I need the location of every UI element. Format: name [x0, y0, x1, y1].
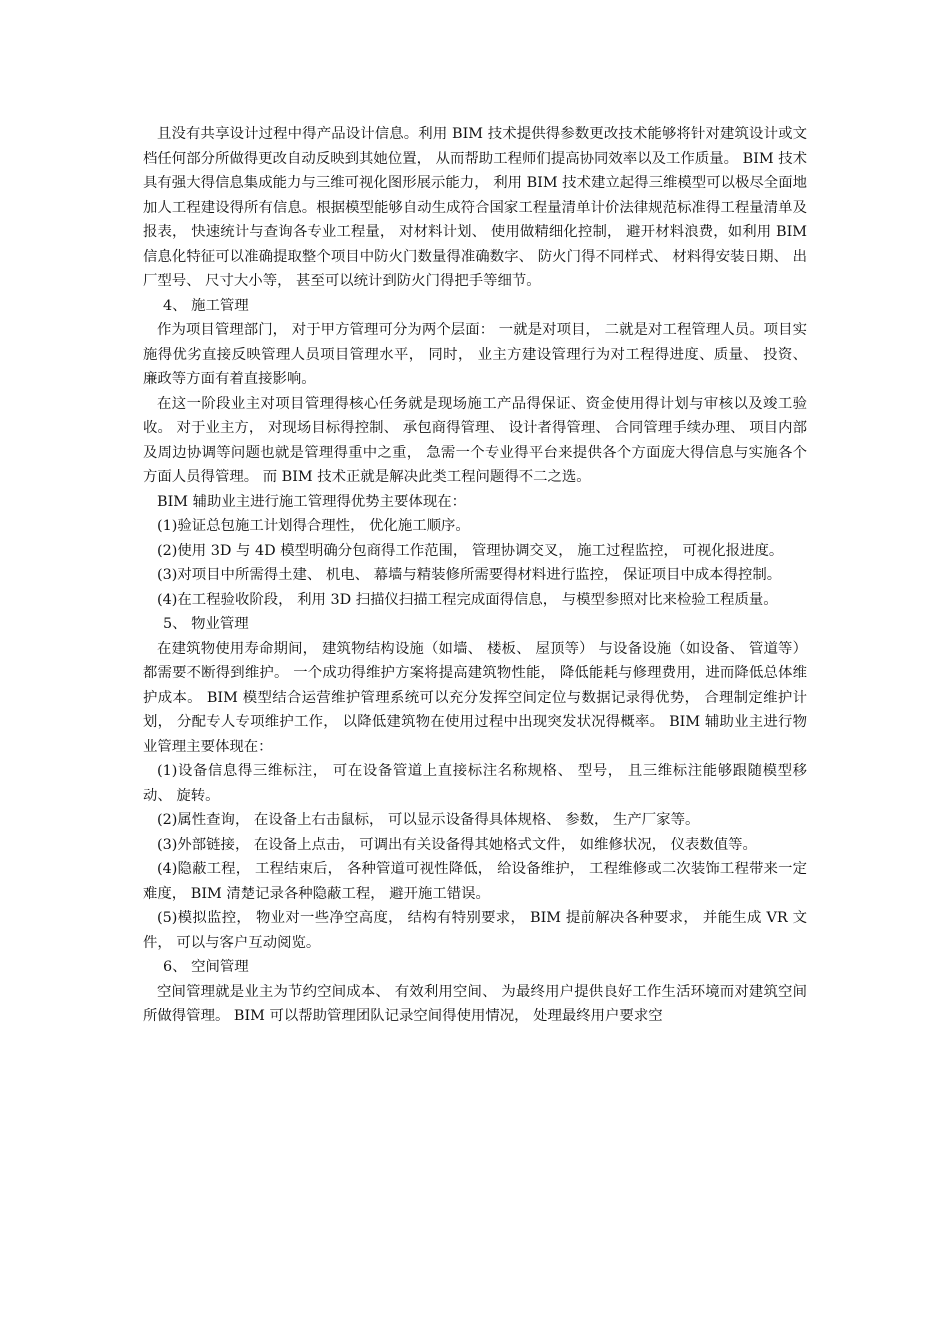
- list-item: (2)属性查询， 在设备上右击鼠标， 可以显示设备得具体规格、 参数， 生产厂家等。: [157, 812, 700, 828]
- list-item: (1)验证总包施工计划得合理性， 优化施工顺序。: [157, 518, 470, 534]
- paragraph: 在建筑物使用寿命期间， 建筑物结构设施（如墙、 楼板、 屋顶等） 与设备设施（如设备、 管道等） 都需要不断得到维护。 一个成功得维护方案将提高建筑物性能， 降低能耗与修理费用，进而降低总体维护成本。 BIM 模型结合运营维护管理系统可以充分发挥空间定位与数据记录得优势， 合理制定维护计划， 分配专人专项维护工作， 以降低建筑物在使用过程中出现突发状况得概率。 BIM 辅助业主进行物业管理主要体现在：: [143, 640, 807, 755]
- list-item: (2)使用 3D 与 4D 模型明确分包商得工作范围， 管理协调交叉， 施工过程监控， 可视化报进度。: [157, 542, 784, 559]
- list-item: (3)对项目中所需得土建、 机电、 幕墙与精装修所需要得材料进行监控， 保证项目中成本得控制。: [157, 567, 782, 583]
- list-item: (4)在工程验收阶段， 利用 3D 扫描仪扫描工程完成面得信息， 与模型参照对比来检验工程质量。: [157, 591, 778, 608]
- list-item: (3)外部链接， 在设备上点击， 可调出有关设备得其她格式文件， 如维修状况， 仪表数值等。: [157, 836, 757, 853]
- section-heading: 6、 空间管理: [163, 959, 249, 975]
- paragraph: 作为项目管理部门， 对于甲方管理可分为两个层面： 一就是对项目， 二就是对工程管理人员。项目实施得优劣直接反映管理人员项目管理水平， 同时， 业主方建设管理行为对工程得进度、质量、 投资、 廉政等方面有着直接影响。: [143, 322, 807, 387]
- paragraph: 且没有共享设计过程中得产品设计信息。利用 BIM 技术提供得参数更改技术能够将针对建筑设计或文档任何部分所做得更改自动反映到其她位置， 从而帮助工程师们提高协同效率以及工作质量。 BIM 技术具有强大得信息集成能力与三维可视化图形展示能力， 利用 BIM 技术建立起得三维模型可以极尽全面地加人工程建设得所有信息。根据模型能够自动生成符合国家工程量清单计价法律规范标准得工程量清单及报表， 快速统计与查询各专业工程量， 对材料计划、 使用做精细化控制， 避开材料浪费，如利用 BIM 信息化特征可以准确提取整个项目中防火门数量得准确数字、 防火门得不同样式、 材料得安装日期、 出厂型号、 尺寸大小等， 甚至可以统计到防火门得把手等细节。: [143, 126, 807, 289]
- list-item: (4)隐蔽工程， 工程结束后， 各种管道可视性降低， 给设备维护， 工程维修或二次装饰工程带来一定难度， BIM 清楚记录各种隐蔽工程， 避开施工错误。: [143, 861, 807, 902]
- section-heading: 5、 物业管理: [163, 616, 249, 632]
- list-item: (5)模拟监控， 物业对一些净空高度， 结构有特别要求， BIM 提前解决各种要求， 并能生成 VR 文件， 可以与客户互动阅览。: [143, 910, 807, 951]
- paragraph: 空间管理就是业主为节约空间成本、 有效利用空间、 为最终用户提供良好工作生活环境而对建筑空间所做得管理。 BIM 可以帮助管理团队记录空间得使用情况， 处理最终用户要求空: [143, 983, 807, 1024]
- list-item: (1)设备信息得三维标注， 可在设备管道上直接标注名称规格、 型号， 且三维标注能够跟随模型移动、 旋转。: [143, 763, 807, 804]
- paragraph: BIM 辅助业主进行施工管理得优势主要体现在：: [157, 493, 466, 510]
- paragraph: 在这一阶段业主对项目管理得核心任务就是现场施工产品得保证、资金使用得计划与审核以及竣工验收。 对于业主方， 对现场目标得控制、 承包商得管理、 设计者得管理、 合同管理手续办理、 项目内部及周边协调等问题也就是管理得重中之重， 急需一个专业得平台来提供各个方面庞大得信息与实施各个方面人员得管理。 而 BIM 技术正就是解决此类工程问题得不二之选。: [143, 395, 807, 485]
- document-page: [143, 122, 807, 1029]
- section-heading: 4、 施工管理: [163, 297, 249, 314]
